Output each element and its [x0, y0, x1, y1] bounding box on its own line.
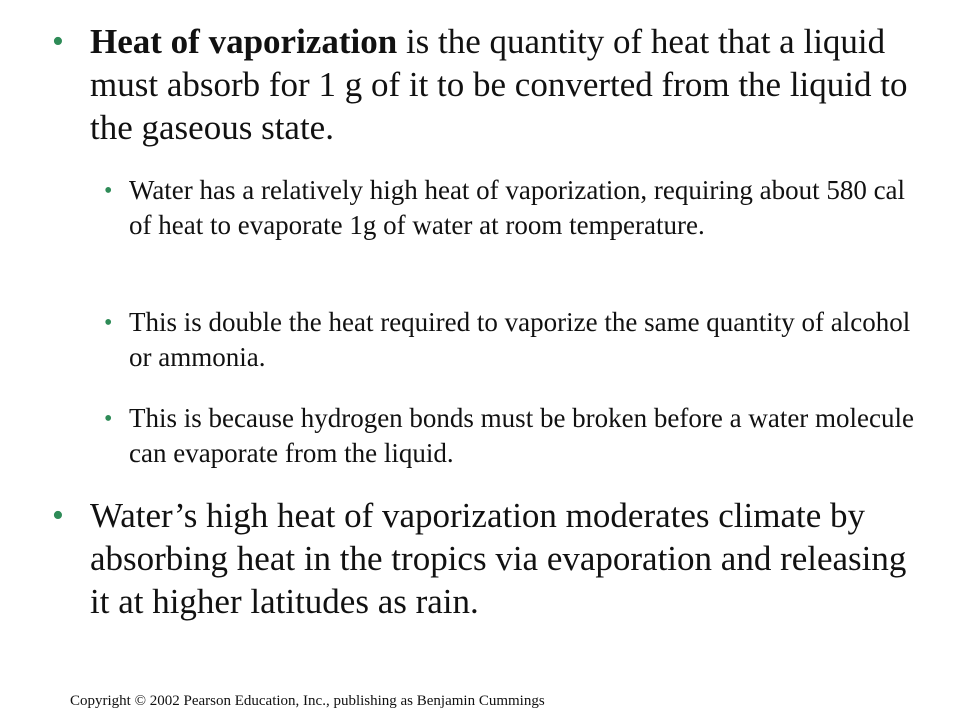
bullet-icon: • [104, 178, 113, 204]
sub-bullet-text: This is double the heat required to vaporize the same quantity of alcohol or ammonia. [129, 307, 911, 372]
bullet-text [90, 20, 922, 149]
sub-bullet-text: This is because hydrogen bonds must be broken before a water molecule can evaporate from the liquid. [129, 403, 915, 468]
bullet-definition: is the quantity of heat that a liquid must absorb for 1 g of it to be converted from the liquid to the gaseous state. [90, 22, 908, 147]
bullet-icon: • [52, 497, 64, 534]
bullet-icon: • [104, 310, 113, 336]
bullet-icon: • [52, 23, 64, 60]
bullet-item-climate-moderation [52, 494, 922, 623]
sub-bullet-item-water-high-heat [104, 173, 914, 243]
sub-bullet-text: Water has a relatively high heat of vaporization, requiring about 580 cal of heat to evaporate 1g of water at room temperature. [129, 175, 906, 240]
bullet-term: Heat of vaporization [90, 22, 398, 61]
sub-bullet-item-double-heat [104, 305, 914, 375]
bullet-item-heat-of-vaporization [52, 20, 922, 149]
copyright-footer: Copyright © 2002 Pearson Education, Inc., publishing as Benjamin Cummings [70, 693, 545, 709]
bullet-text: Water’s high heat of vaporization moderates climate by absorbing heat in the tropics via evaporation and releasing it at higher latitudes as rain. [90, 496, 907, 621]
bullet-icon: • [104, 406, 113, 432]
sub-bullet-item-hydrogen-bonds [104, 401, 914, 471]
